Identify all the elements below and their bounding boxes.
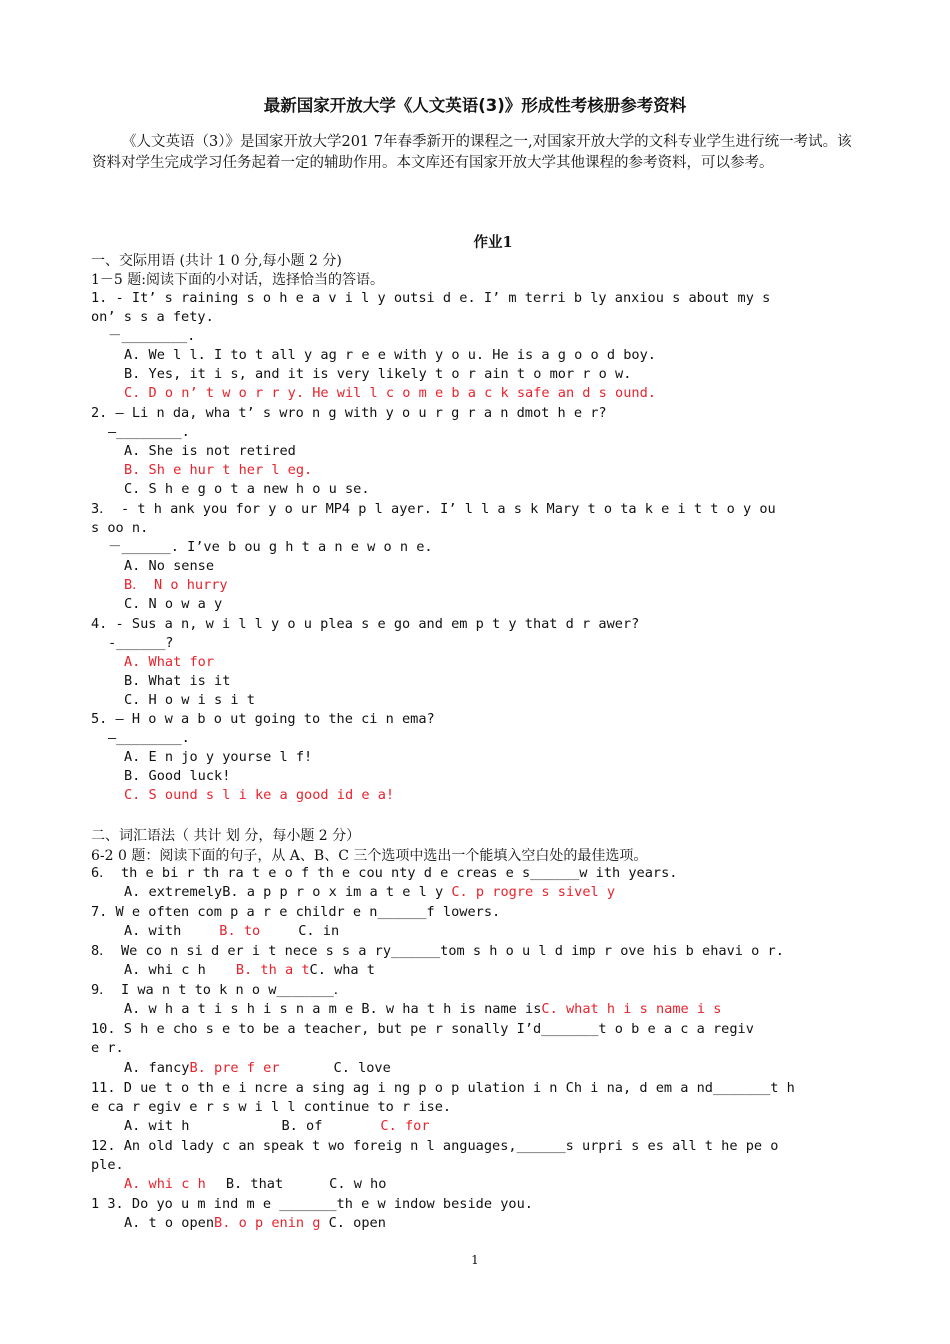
- page-number: 1: [471, 1253, 479, 1267]
- intro-paragraph: 《人文英语（3）》是国家开放大学201 7年春季新开的课程之一,对国家开放大学的文科专业学生进行统一考试。该资料对学生完成学习任务起着一定的辅助作用。本文库还有国家开放大学其他课程的参考资料，可以参考。: [92, 134, 852, 171]
- q11-option-b: B. of: [281, 1118, 323, 1134]
- q2-option-b-answer: B. Sh e hur t her l eg.: [124, 462, 313, 478]
- q6-options: [124, 883, 894, 902]
- q4-option-a-answer: A. What for: [124, 654, 215, 670]
- q7-option-c: C. in: [298, 923, 340, 939]
- q9-option-b: B. w ha t h is name is: [361, 1001, 542, 1017]
- q1-option-b: B. Yes, it i s, and it is very likely t o r ain t o mor r o w.: [124, 366, 632, 382]
- q3-stem: 3． - t h ank you for y o ur MP4 p l ayer. I’ l l a s k Mary t o ta k e i t t o y ou: [91, 501, 776, 517]
- q10-stem: 10. S h e cho s e to be a teacher, but pe r sonally I’d_______t o b e a c a regiv: [91, 1021, 754, 1037]
- q5-blank: —________.: [108, 730, 190, 746]
- q2-blank: —________.: [108, 424, 190, 440]
- q2-option-a: A. She is not retired: [124, 443, 296, 459]
- q3-option-c: C. N o w a y: [124, 596, 223, 612]
- q6-option-b: B. a p p r o x im a t e l y: [222, 884, 452, 900]
- section2-instruction: 6-2 0 题：阅读下面的句子，从 A、B、C 三个选项中选出一个能填入空白处的最佳选项。: [91, 848, 648, 864]
- homework-title: 作业1: [473, 234, 513, 251]
- q3-option-a: A. No sense: [124, 558, 215, 574]
- document-title: 最新国家开放大学《人文英语(3)》形成性考核册参考资料: [263, 96, 687, 115]
- q6-option-a: A. extremely: [124, 884, 223, 900]
- q12-stem: 12. An old lady c an speak t wo foreig n l anguages,______s urpri s es all t he pe o: [91, 1138, 779, 1154]
- q9-options: [124, 1000, 894, 1019]
- q7-option-a: A. with: [124, 923, 182, 939]
- q10-option-b-answer: B. pre f er: [189, 1060, 280, 1076]
- q11-stem-cont: e ca r egiv e r s w i l l continue to r ise.: [91, 1099, 452, 1115]
- q12-option-c: C. w ho: [329, 1176, 387, 1192]
- q9-option-c-answer: C. what h i s name i s: [541, 1001, 722, 1017]
- section1-instruction: 1－5 题:阅读下面的小对话，选择恰当的答语。: [91, 272, 384, 288]
- q13-options: [124, 1214, 894, 1233]
- q8-option-c: C. wha t: [309, 962, 375, 978]
- q2-option-c: C. S h e g o t a new h o u se.: [124, 481, 370, 497]
- q7-stem: 7. W e often com p a r e childr e n______f lowers.: [91, 904, 501, 920]
- q5-option-c-answer: C. S ound s l i ke a good id e a!: [124, 787, 395, 803]
- q13-option-b-answer: B. o p enin g: [214, 1215, 329, 1231]
- q7-option-b-answer: B. to: [219, 923, 261, 939]
- q11-option-c-answer: C. for: [380, 1118, 430, 1134]
- q8-option-a: A. whi c h: [124, 962, 206, 978]
- q6-stem: 6． th e bi r th ra t e o f th e cou nty d e creas e s______w ith years.: [91, 865, 678, 881]
- q12-option-b: B. that: [225, 1176, 284, 1192]
- q1-option-c-answer: C. D o n’ t w o r r y. He wil l c o m e b a c k safe an d s ound.: [124, 385, 656, 401]
- q4-option-c: C. H o w i s i t: [124, 692, 255, 708]
- q8-option-b-answer: B. th a t: [235, 962, 310, 978]
- q4-stem: 4. - Sus a n, w i l l y o u plea s e go and em p t y that d r awer?: [91, 616, 640, 632]
- q11-stem: 11. D ue t o th e i ncre a sing ag i ng p o p ulation i n Ch i na, d em a nd_______t h: [91, 1080, 795, 1096]
- q4-option-b: B. What is it: [124, 673, 231, 689]
- q8-options: [124, 961, 894, 980]
- q9-option-a: A. w h a t i s h i s n a m e: [124, 1001, 362, 1017]
- q1-stem: 1. - It’ s raining s o h e a v i l y outsi d e. I’ m terri b ly anxiou s about my s: [91, 290, 771, 306]
- q8-stem: 8． We co n si d er i t nece s s a ry______tom s h o u l d imp r ove his b ehavi o r.: [91, 943, 784, 959]
- q12-options: [124, 1175, 894, 1194]
- section2-heading: 二、词汇语法（ 共计 划 分，每小题 2 分）: [91, 828, 361, 844]
- q4-blank: -______?: [108, 635, 174, 651]
- q3-option-b-answer: B． N o hurry: [124, 577, 228, 593]
- q10-option-a: A. fancy: [124, 1060, 190, 1076]
- q5-stem: 5. — H o w a b o ut going to the ci n ema?: [91, 711, 435, 727]
- q13-option-c: C. open: [328, 1215, 386, 1231]
- q9-stem: 9． I wa n t to k n o w_______．: [91, 982, 348, 998]
- q3-stem-cont: s oo n.: [91, 520, 149, 536]
- q1-blank: －________.: [108, 328, 196, 344]
- q10-option-c: C. love: [333, 1060, 391, 1076]
- q10-options: [124, 1059, 894, 1078]
- q11-option-a: A. wit h: [124, 1118, 190, 1134]
- q5-option-a: A. E n jo y yourse l f!: [124, 749, 313, 765]
- q12-stem-cont: ple.: [91, 1157, 124, 1173]
- q7-options: [124, 922, 894, 941]
- q12-option-a-answer: A. whi c h: [124, 1176, 206, 1192]
- q5-option-b: B. Good luck!: [124, 768, 231, 784]
- q10-stem-cont: e r.: [91, 1040, 124, 1056]
- q6-option-c-answer: C. p rogre s sivel y: [451, 884, 616, 900]
- q13-stem: 1 3. Do yo u m ind m e _______th e w indow beside you.: [91, 1196, 533, 1212]
- q3-blank: －______. I’ve b ou g h t a n e w o n e.: [108, 539, 433, 555]
- q11-options: [124, 1117, 894, 1136]
- q1-option-a: A. We l l. I to t all y ag r e e with y o u. He is a g o o d boy.: [124, 347, 656, 363]
- q2-stem: 2. — Li n da, wha t’ s wro n g with y o u r g r a n dmot h e r?: [91, 405, 607, 421]
- q13-option-a: A. t o open: [124, 1215, 215, 1231]
- section1-heading: 一、交际用语 (共计 1 0 分,每小题 2 分): [91, 253, 342, 269]
- q1-stem-cont: on’ s s a fety.: [91, 309, 214, 325]
